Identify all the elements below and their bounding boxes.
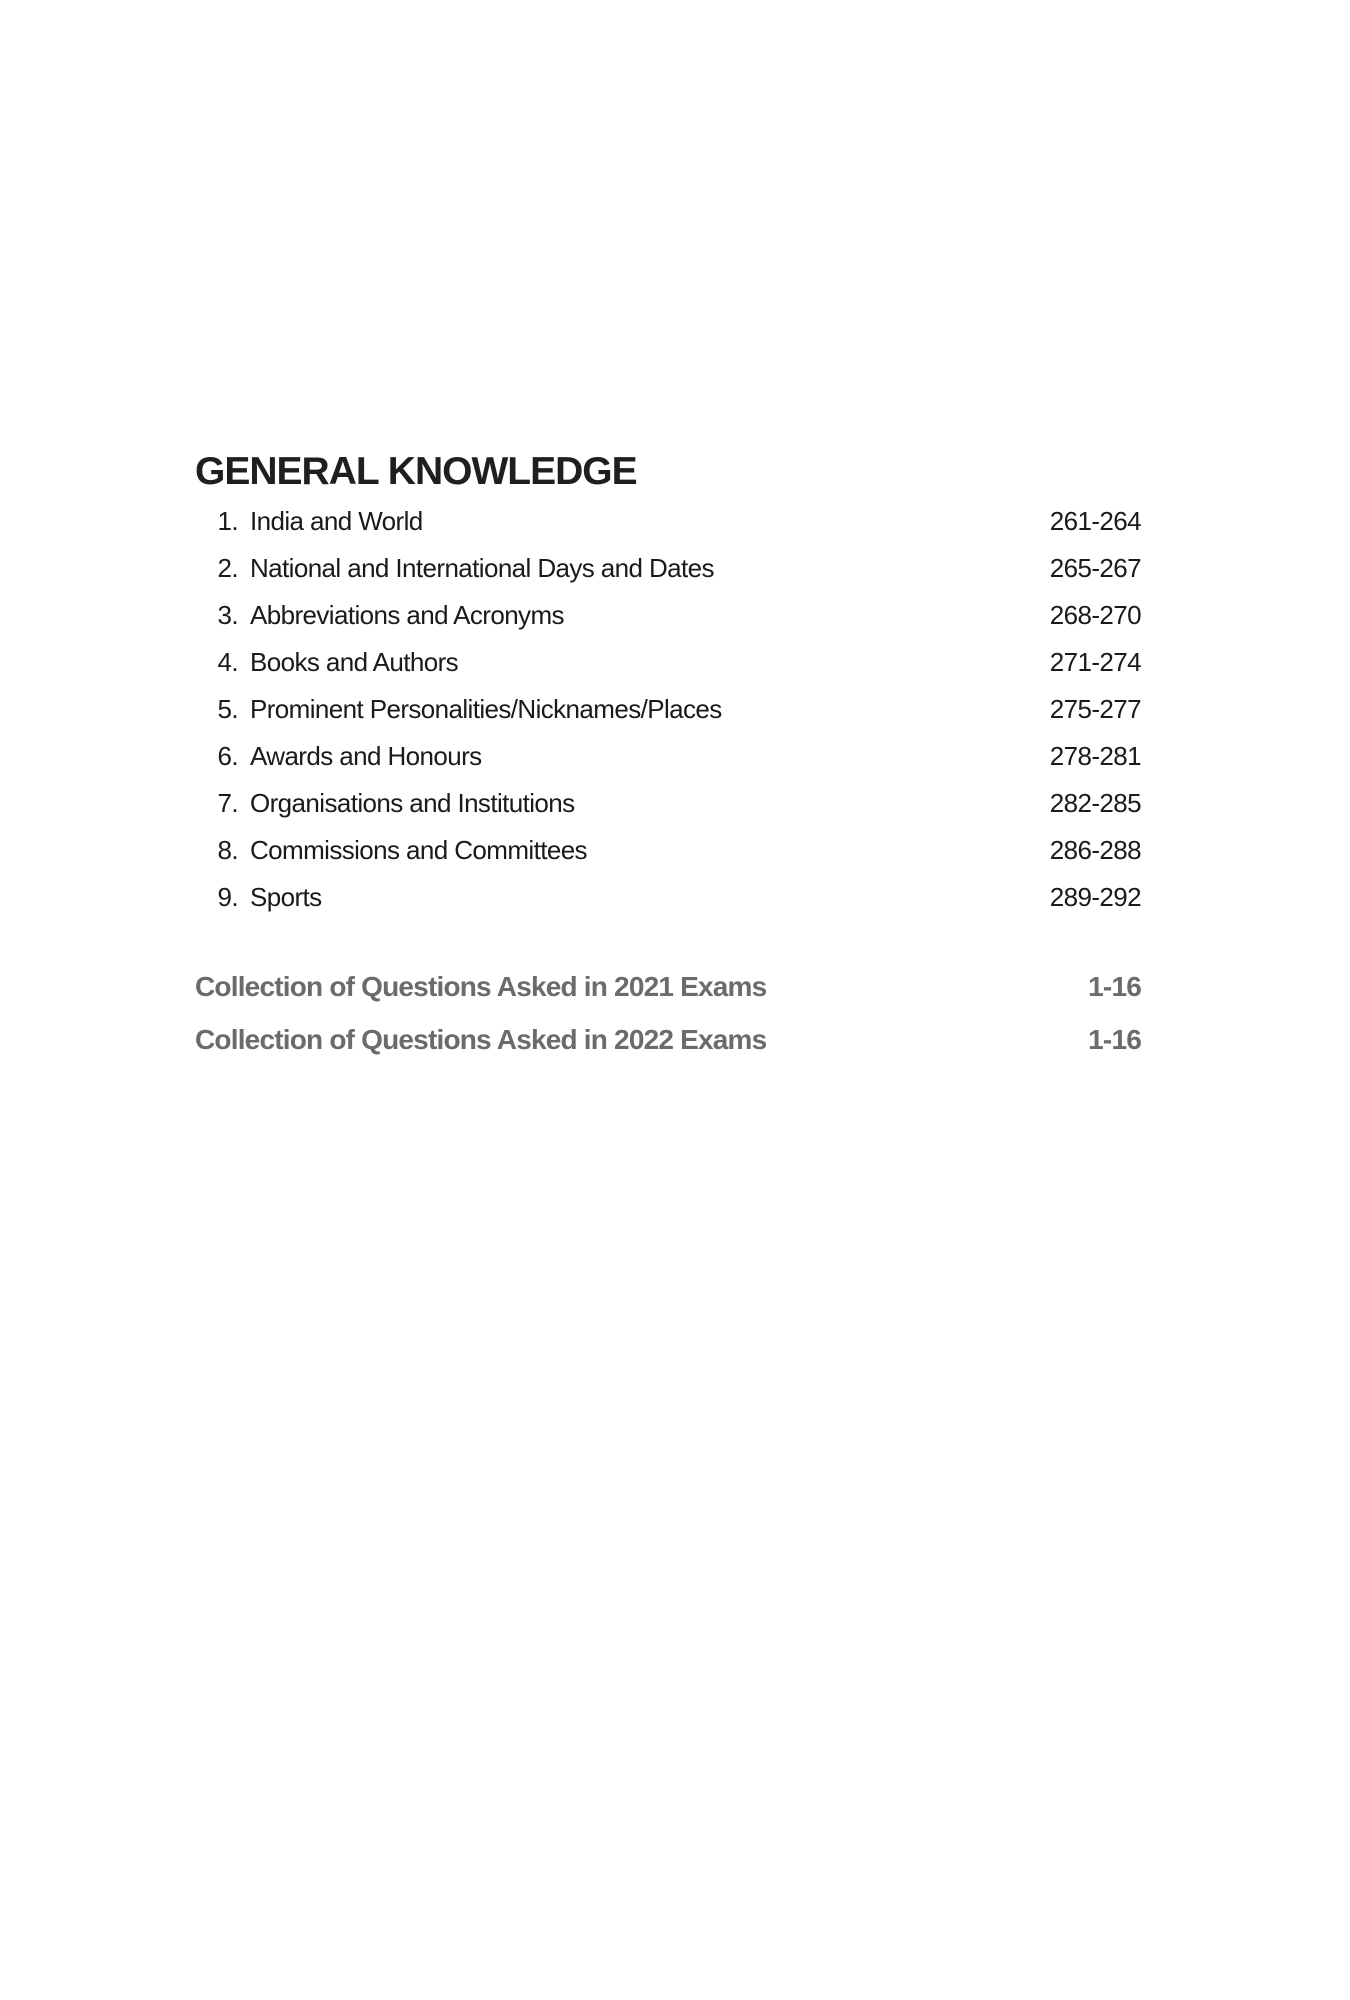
collection-label: Collection of Questions Asked in 2021 Exams [195, 971, 767, 1002]
toc-entry[interactable] [195, 506, 1141, 553]
entry-number: 4. [217, 647, 238, 677]
entry-label: Books and Authors [250, 647, 459, 677]
collection-entry-2022[interactable] [195, 1024, 1141, 1077]
collection-pages: 1-16 [1088, 1024, 1141, 1055]
entry-label: Organisations and Institutions [250, 788, 575, 818]
section-title: GENERAL KNOWLEDGE [195, 450, 637, 493]
toc-entry[interactable] [195, 647, 1141, 694]
entry-number: 3. [217, 600, 238, 630]
collection-label: Collection of Questions Asked in 2022 Exams [195, 1024, 767, 1055]
entry-label: Abbreviations and Acronyms [250, 600, 564, 630]
toc-entry[interactable] [195, 600, 1141, 647]
entry-number: 5. [217, 694, 238, 724]
entry-pages: 265-267 [1049, 553, 1141, 583]
entry-label: Prominent Personalities/Nicknames/Places [250, 694, 722, 724]
collections-list [195, 971, 1141, 1077]
entry-pages: 278-281 [1049, 741, 1141, 771]
entry-pages: 289-292 [1049, 882, 1141, 912]
entry-label: India and World [250, 506, 423, 536]
toc-entry[interactable] [195, 741, 1141, 788]
entry-pages: 275-277 [1049, 694, 1141, 724]
entry-number: 2. [217, 553, 238, 583]
entry-pages: 286-288 [1049, 835, 1141, 865]
entry-pages: 282-285 [1049, 788, 1141, 818]
toc-entry-list [195, 506, 1141, 929]
collection-pages: 1-16 [1088, 971, 1141, 1002]
collection-entry-2021[interactable] [195, 971, 1141, 1024]
entry-label: Awards and Honours [250, 741, 482, 771]
entry-label: Commissions and Committees [250, 835, 587, 865]
table-of-contents [195, 448, 1141, 1077]
entry-number: 1. [217, 506, 238, 536]
toc-entry[interactable] [195, 788, 1141, 835]
entry-label: National and International Days and Dates [250, 553, 714, 583]
entry-label: Sports [250, 882, 322, 912]
entry-pages: 268-270 [1049, 600, 1141, 630]
entry-number: 8. [217, 835, 238, 865]
entry-pages: 271-274 [1049, 647, 1141, 677]
entry-number: 6. [217, 741, 238, 771]
toc-entry[interactable] [195, 835, 1141, 882]
entry-number: 9. [217, 882, 238, 912]
toc-entry[interactable] [195, 694, 1141, 741]
entry-number: 7. [217, 788, 238, 818]
toc-entry[interactable] [195, 882, 1141, 929]
toc-entry[interactable] [195, 553, 1141, 600]
entry-pages: 261-264 [1049, 506, 1141, 536]
